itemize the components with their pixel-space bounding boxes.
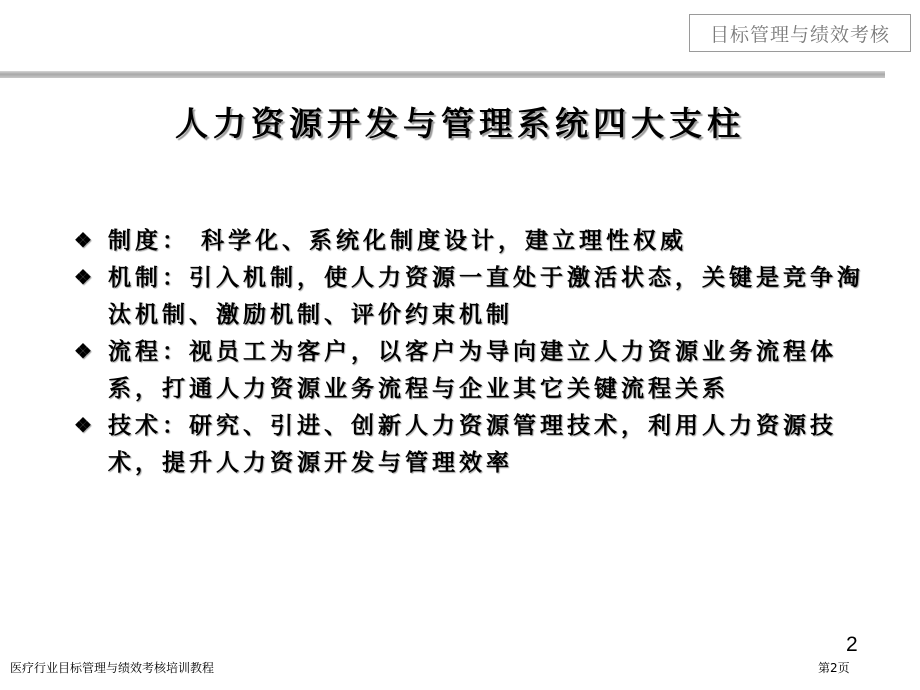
header-tag-label: 目标管理与绩效考核 (709, 23, 890, 46)
footer-document-title: 医疗行业目标管理与绩效考核培训教程 (10, 661, 215, 675)
bullet-diamond-icon: ❖ (74, 228, 92, 252)
bullet-diamond-icon: ❖ (74, 339, 92, 363)
footer-page-label: 第2页 (818, 661, 850, 675)
bullet-item-process (74, 333, 864, 407)
slide-page-number: 2 (846, 633, 858, 656)
bullet-text: 制度： 科学化、系统化制度设计，建立理性权威 (108, 227, 688, 254)
bullet-item-technology (74, 407, 864, 481)
slide-title: 人力资源开发与管理系统四大支柱 (175, 104, 745, 143)
bullet-diamond-icon: ❖ (74, 413, 92, 437)
bullet-diamond-icon: ❖ (74, 265, 92, 289)
bullet-item-mechanism (74, 259, 864, 333)
bullet-item-system (74, 222, 864, 259)
bullet-text: 机制：引入机制，使人力资源一直处于激活状态，关键是竞争淘汰机制、激励机制、评价约束机制 (108, 264, 864, 328)
bullet-text: 技术：研究、引进、创新人力资源管理技术，利用人力资源技术，提升人力资源开发与管理效率 (108, 412, 837, 476)
header-tag (689, 14, 911, 52)
bullet-text: 流程：视员工为客户，以客户为导向建立人力资源业务流程体系，打通人力资源业务流程与企业其它关键流程关系 (108, 338, 837, 402)
bullet-list (74, 222, 864, 481)
header-divider (0, 71, 885, 78)
